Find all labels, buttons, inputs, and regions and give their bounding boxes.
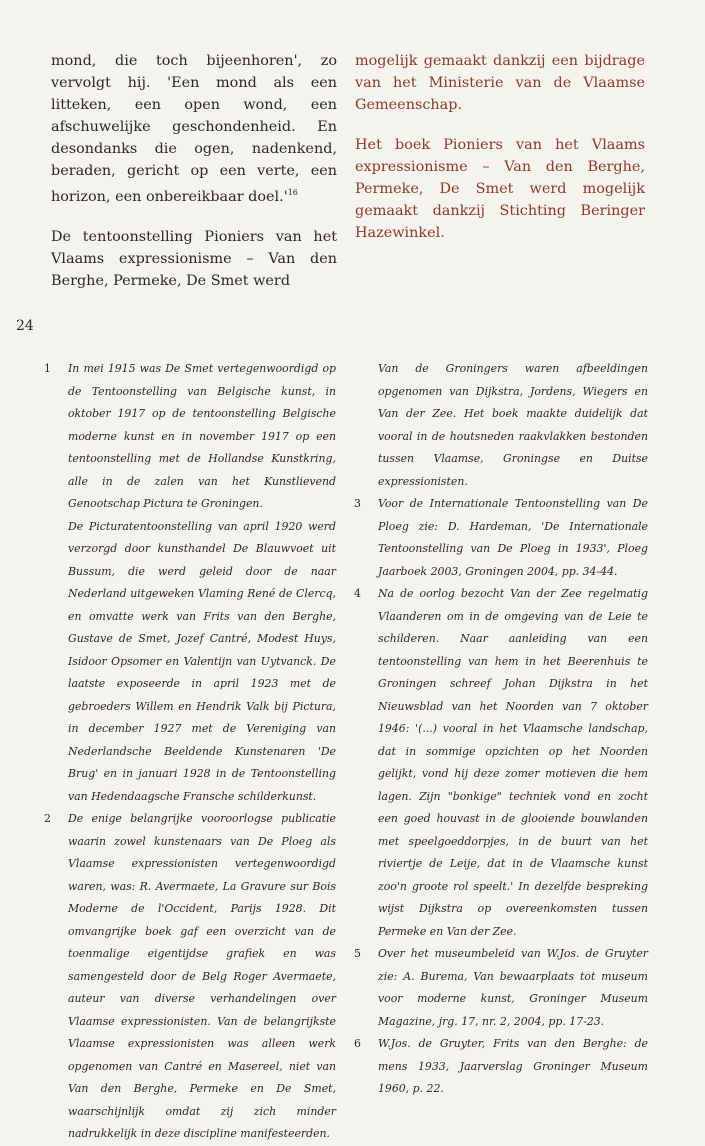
footnote-text: De enige belangrijke vooroorlogse publicatie waarin zowel kunstenaars van De Ploeg als Vlaamse expressionisten vertegenwoordigd waren, was: R. Avermaete, La Gravure sur Bois Moderne de l'Occident, Parijs 1928. Dit omvangrijke boek gaf een overzicht van de toenmalige eigentijdse grafiek en was samengesteld door de Belg Roger Avermaete, auteur van diverse verhandelingen over Vlaamse expressionisten. Van de belangrijkste Vlaamse expressionisten was alleen werk opgenomen van Cantré en Masereel, niet van Van den Berghe, Permeke en De Smet, waarschijnlijk omdat zij zich minder nadrukkelijk in deze discipline manifesteerden. [68,812,336,1140]
footnote-text: Over het museumbeleid van W.Jos. de Gruyter zie: A. Burema, Van bewaarplaats tot museum voor moderne kunst, Groninger Museum Magazine, jrg. 17, nr. 2, 2004, pp. 17-23. [378,947,648,1028]
footnote-text: Voor de Internationale Tentoonstelling van De Ploeg zie: D. Hardeman, 'De Internationale Tentoonstelling van De Ploeg in 1933', Ploeg Jaarboek 2003, Groningen 2004, pp. 34-44. [378,497,648,578]
footnote-number: 4 [354,587,361,600]
footnote-number: 6 [354,1037,361,1050]
footnotes-left [44,358,336,1146]
paragraph: Het boek Pioniers van het Vlaams expressionisme – Van den Berghe, Permeke, De Smet werd mogelijk gemaakt dankzij Stichting Beringer Hazewinkel. [355,137,645,241]
paragraph-text: mond, die toch bijeenhoren', zo vervolgt hij. 'Een mond als een litteken, een open wond, een afschuwelijke geschondenheid. En desondanks die ogen, nadenkend, beraden, gericht op een verte, een horizon, een onbereikbaar doel.' [51,53,337,205]
left-text-column [51,50,337,310]
footnotes-right [354,358,648,1101]
footnote-number: 3 [354,497,361,510]
footnote-number: 5 [354,947,361,960]
footnote-continuation: De Picturatentoonstelling van april 1920 werd verzorgd door kunsthandel De Blauwvoet uit Bussum, die werd geleid door de naar Nederland uitgeweken Vlaming René de Clercq, en omvatte werk van Frits van den Berghe, Gustave de Smet, Jozef Cantré, Modest Huys, Isidoor Opsomer en Valentijn van Uytvanck. De laatste exposeerde in april 1923 met de gebroeders Willem en Hendrik Valk bij Pictura, in december 1927 met de Vereniging van Nederlandsche Beeldende Kunstenaren 'De Brug' en in januari 1928 in de Tentoonstelling van Hedendaagsche Fransche schilderkunst. [68,519,336,803]
footnote [44,358,336,516]
footnote-number: 1 [44,362,51,375]
footnote [354,583,648,943]
footnote-text: W.Jos. de Gruyter, Frits van den Berghe: de mens 1933, Jaarverslag Groninger Museum 1960, p. 22. [378,1037,648,1095]
footnote [354,1033,648,1101]
footnote-text: Na de oorlog bezocht Van der Zee regelmatig Vlaanderen om in de omgeving van de Leie te schilderen. Naar aanleiding van een tentoonstelling van hem in het Beerenhuis te Groningen schreef Johan Dijkstra in het Nieuwsblad van het Noorden van 7 oktober 1946: '(...) vooral in het Vlaamsche landschap, dat in sommige opzichten op het Noorden gelijkt, vond hij deze zomer motieven die hem lagen. Zijn "bonkige" techniek vond en zocht een goed houvast in de glooiende bouwlanden met speelgoeddorpjes, in de buurt van het riviertje de Leije, dat in de Vlaamsche kunst zoo'n groote rol speelt.' In dezelfde bespreking wijst Dijkstra op overeenkomsten tussen Permeke en Van der Zee. [378,587,648,938]
paragraph: mogelijk gemaakt dankzij een bijdrage van het Ministerie van de Vlaamse Gemeenschap. [355,53,645,113]
page-number: 24 [16,318,34,334]
paragraph: De tentoonstelling Pioniers van het Vlaams expressionisme – Van den Berghe, Permeke, De Smet werd [51,228,337,289]
footnote [44,808,336,1146]
footnote-reference: 16 [287,188,298,197]
footnote-continuation: Van de Groningers waren afbeeldingen opgenomen van Dijkstra, Jordens, Wiegers en Van der Zee. Het boek maakte duidelijk dat vooral in de houtsneden raakvlakken bestonden tussen Vlaamse, Groningse en Duitse expressionisten. [378,362,648,488]
paragraph [51,50,337,208]
footnote [354,943,648,1033]
footnote [354,493,648,583]
right-text-column [355,50,645,262]
footnote-number: 2 [44,812,51,825]
footnote-text: In mei 1915 was De Smet vertegenwoordigd op de Tentoonstelling van Belgische kunst, in oktober 1917 op de tentoonstelling Belgische moderne kunst en in november 1917 op een tentoonstelling met de Hollandse Kunstkring, alle in de zalen van het Kunstlievend Genootschap Pictura te Groningen. [68,362,336,510]
